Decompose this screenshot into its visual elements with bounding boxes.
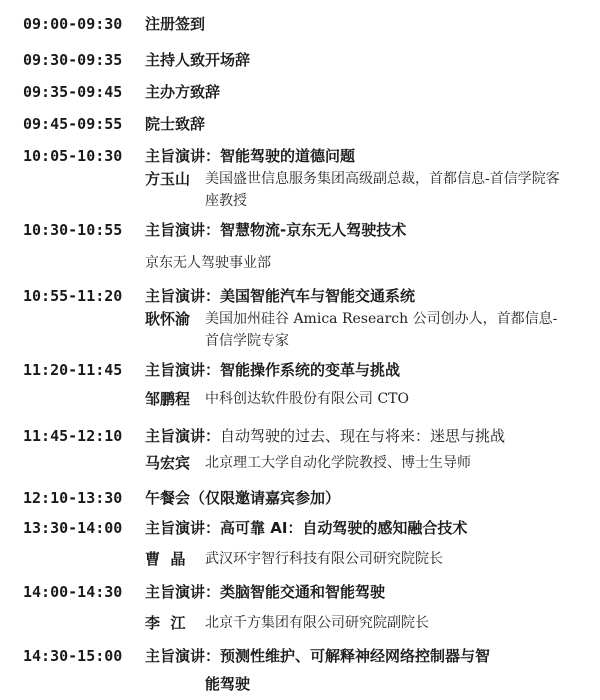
time-slot: 09:45-09:55 <box>23 115 123 133</box>
time-slot: 12:10-13:30 <box>23 489 123 507</box>
talk-prefix: 主旨演讲： <box>145 583 221 601</box>
speaker-affiliation: 京东无人驾驶事业部 <box>145 255 271 271</box>
talk-prefix: 主旨演讲： <box>145 361 221 379</box>
session-title <box>145 516 467 540</box>
session-title: 注册签到 <box>145 15 206 33</box>
session-title <box>145 358 400 382</box>
time-slot: 10:05-10:30 <box>23 147 123 165</box>
speaker-affiliation: 美国加州硅谷 Amica Research 公司创办人，首都信息-首信学院专家 <box>205 311 558 349</box>
session-title <box>145 424 505 448</box>
time-slot: 09:30-09:35 <box>23 51 123 69</box>
speaker-affiliation: 中科创达软件股份有限公司 CTO <box>205 391 409 407</box>
session-title: 院士致辞 <box>145 115 206 133</box>
session-title: 主持人致开场辞 <box>145 51 251 69</box>
session-title <box>145 144 355 168</box>
time-slot: 10:30-10:55 <box>23 221 123 239</box>
speaker-affiliation: 北京理工大学自动化学院教授、博士生导师 <box>205 455 471 471</box>
talk-title-continuation: 能驾驶 <box>205 675 251 693</box>
speaker-name: 李 江 <box>145 614 186 632</box>
talk-title: 自动驾驶的过去、现在与将来：迷思与挑战 <box>220 427 506 445</box>
session-title <box>145 284 415 308</box>
speaker-name: 耿怀渝 <box>145 310 191 328</box>
session-title: 午餐会（仅限邀请嘉宾参加） <box>145 489 341 507</box>
time-slot: 10:55-11:20 <box>23 287 123 305</box>
time-slot: 09:35-09:45 <box>23 83 123 101</box>
time-slot: 11:20-11:45 <box>23 361 123 379</box>
speaker-affiliation: 美国盛世信息服务集团高级副总裁，首都信息-首信学院客座教授 <box>205 171 560 209</box>
time-slot: 13:30-14:00 <box>23 519 123 537</box>
talk-prefix: 主旨演讲： <box>145 221 221 239</box>
talk-prefix: 主旨演讲： <box>145 287 221 305</box>
talk-title: 高可靠 AI：自动驾驶的感知融合技术 <box>220 519 468 537</box>
talk-prefix: 主旨演讲： <box>145 647 221 665</box>
talk-title: 预测性维护、可解释神经网络控制器与智 <box>220 647 491 665</box>
talk-prefix: 主旨演讲： <box>145 519 221 537</box>
talk-prefix: 主旨演讲： <box>145 427 221 445</box>
talk-title: 智慧物流-京东无人驾驶技术 <box>220 221 407 239</box>
time-slot: 14:00-14:30 <box>23 583 123 601</box>
speaker-name: 方玉山 <box>145 170 191 188</box>
talk-prefix: 主旨演讲： <box>145 147 221 165</box>
time-slot: 11:45-12:10 <box>23 427 123 445</box>
talk-title: 智能驾驶的道德问题 <box>220 147 356 165</box>
session-title <box>145 218 406 242</box>
time-slot: 14:30-15:00 <box>23 647 123 665</box>
session-title <box>145 580 385 604</box>
session-title <box>145 644 490 668</box>
talk-title: 智能操作系统的变革与挑战 <box>220 361 401 379</box>
speaker-name: 曹 晶 <box>145 550 186 568</box>
talk-title: 美国智能汽车与智能交通系统 <box>220 287 416 305</box>
session-title: 主办方致辞 <box>145 83 221 101</box>
speaker-affiliation: 武汉环宇智行科技有限公司研究院院长 <box>205 551 443 567</box>
speaker-name: 邹鹏程 <box>145 390 191 408</box>
speaker-affiliation: 北京千方集团有限公司研究院副院长 <box>205 615 429 631</box>
speaker-name: 马宏宾 <box>145 454 191 472</box>
talk-title: 类脑智能交通和智能驾驶 <box>220 583 386 601</box>
time-slot: 09:00-09:30 <box>23 15 123 33</box>
